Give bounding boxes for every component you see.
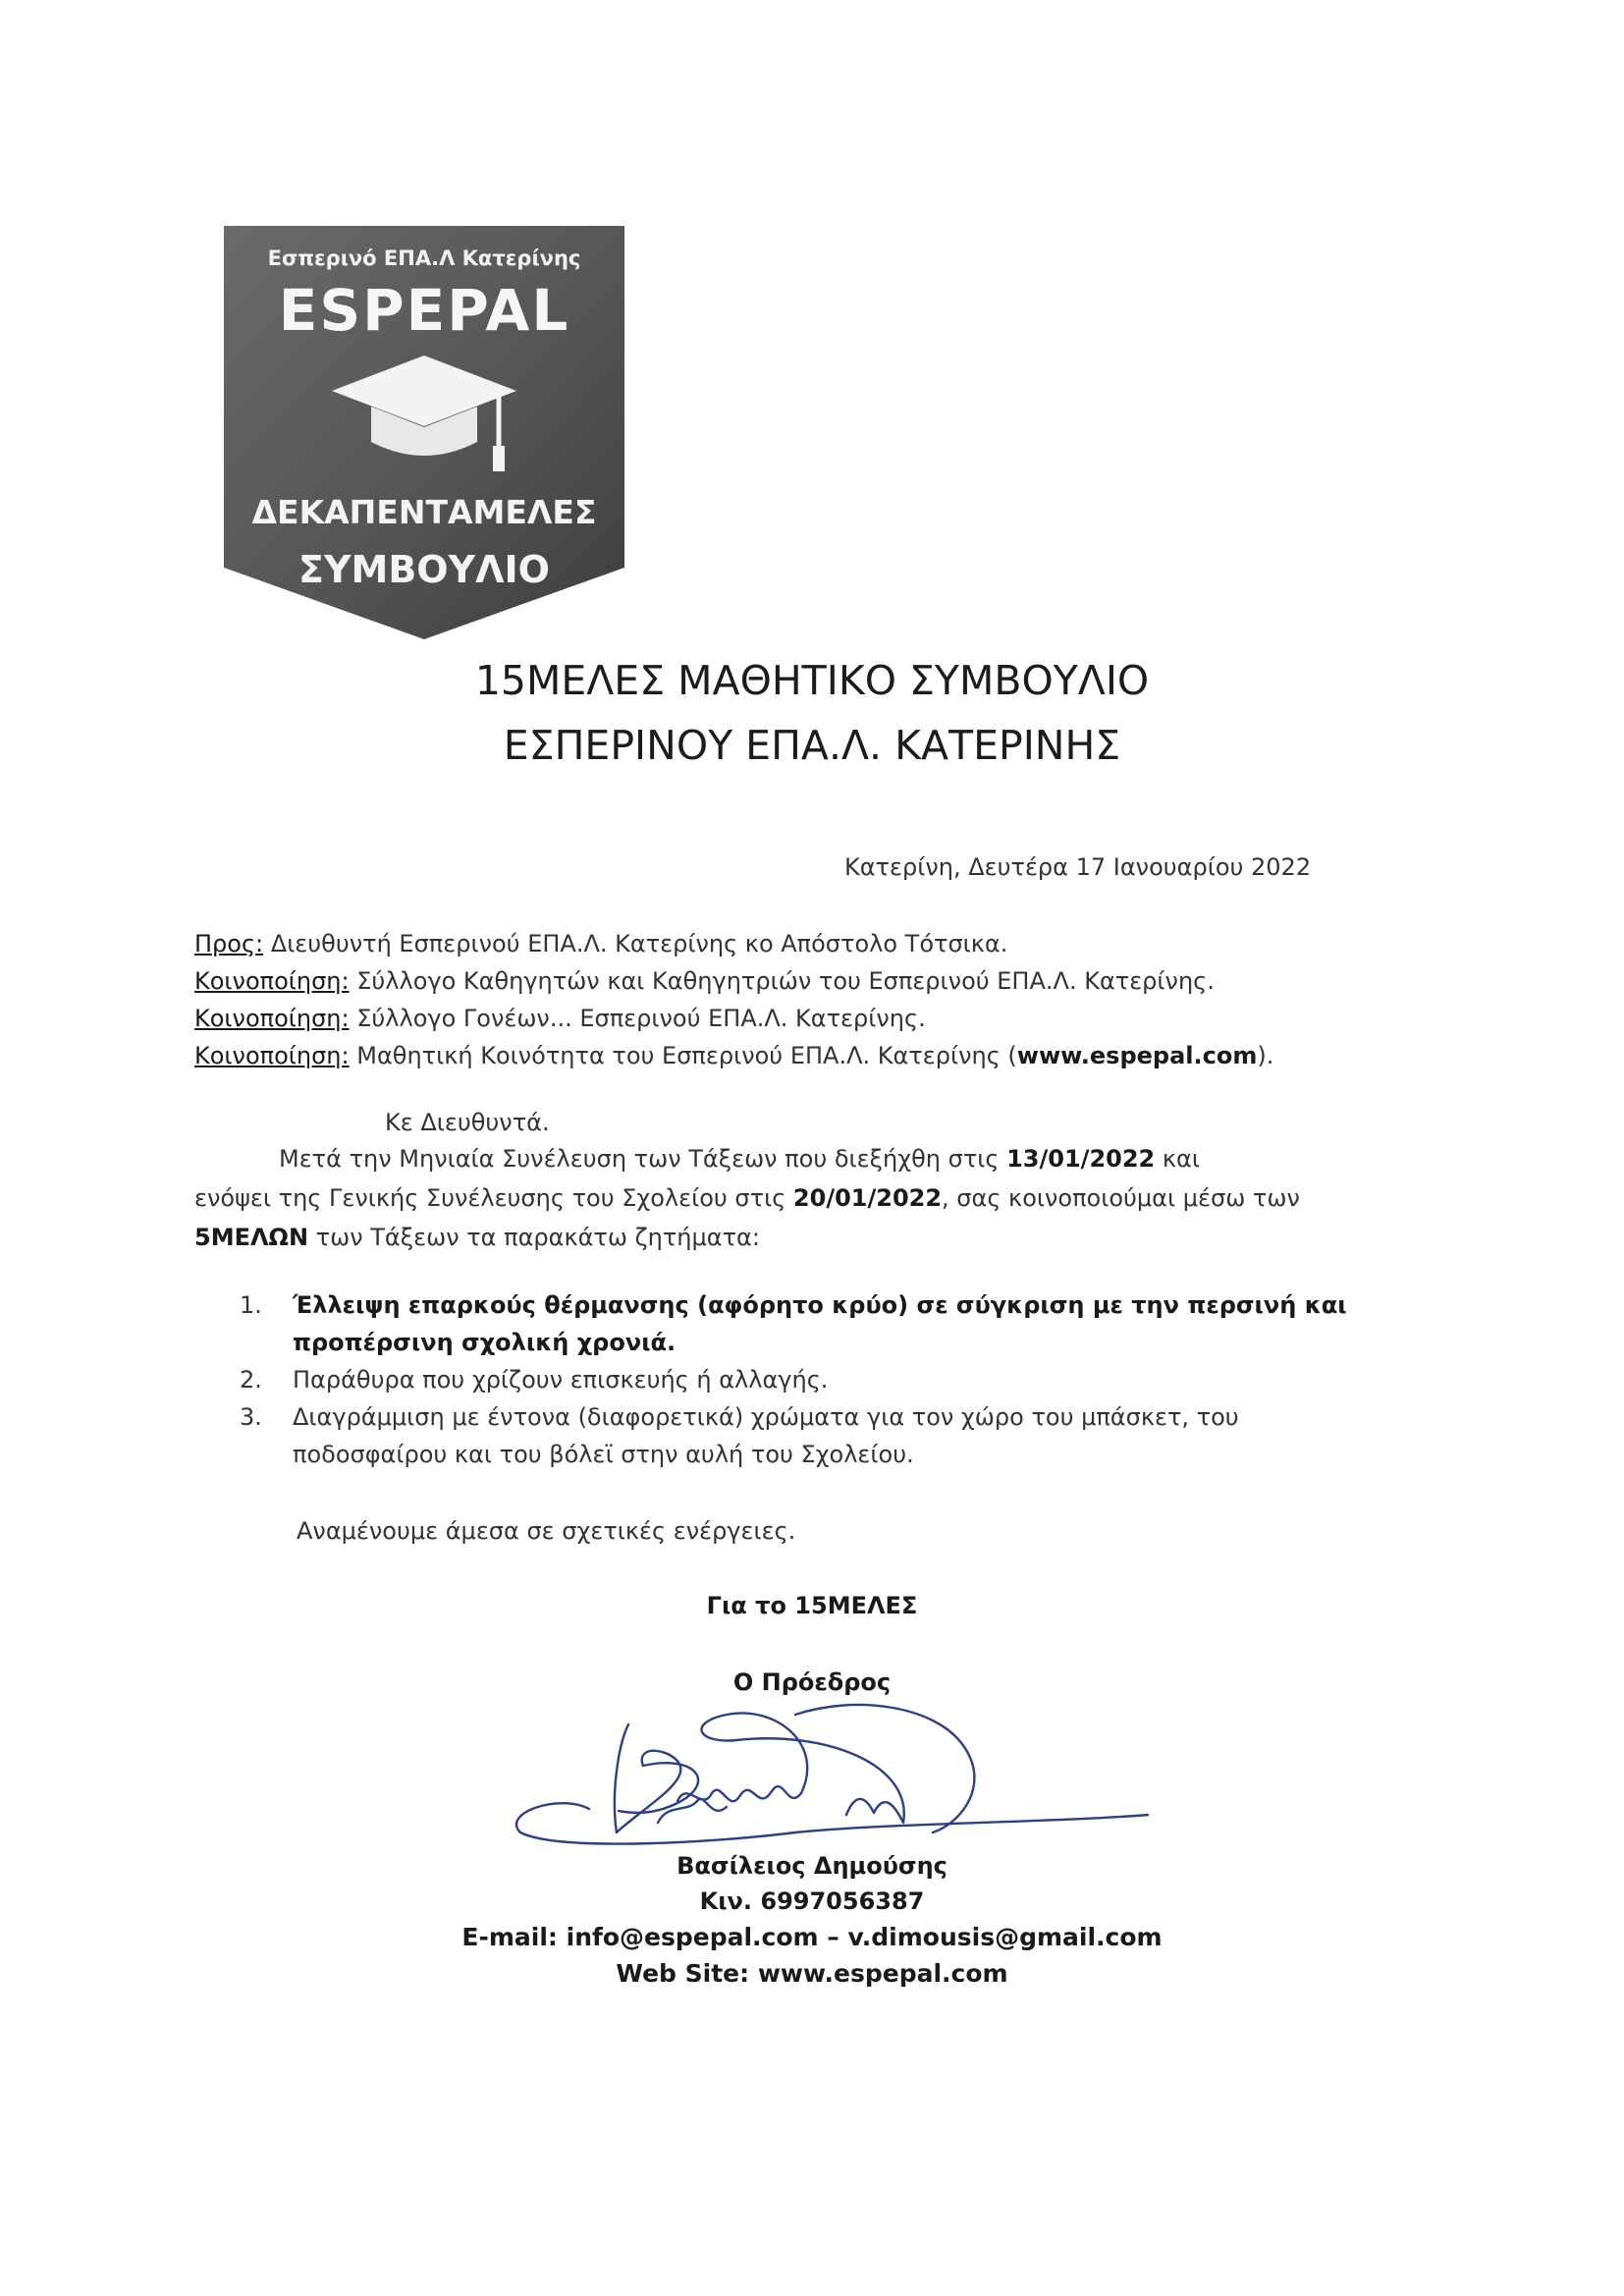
letter-date: Κατερίνη, Δευτέρα 17 Ιανουαρίου 2022 (844, 853, 1312, 881)
logo-brand-text: ESPEPAL (278, 277, 570, 344)
letter-title (0, 648, 1624, 778)
signer-phone: Κιν. 6997056387 (699, 1887, 925, 1915)
signer-email[interactable]: E-mail: info@espepal.com – v.dimousis@gmail.com (461, 1923, 1163, 1951)
body-text: ενόψει της Γενικής Συνέλευσης του Σχολείου στις (194, 1184, 793, 1212)
list-item-line: ποδοσφαίρου και του βόλεϊ στην αυλή του Σχολείου. (293, 1441, 914, 1468)
list-item (240, 1398, 1418, 1473)
sign-role: Ο Πρόεδρος (732, 1668, 892, 1696)
list-item-number: 2. (240, 1366, 262, 1394)
title-line-2: ΕΣΠΕΡΙΝΟΥ ΕΠΑ.Λ. ΚΑΤΕΡΙΝΗΣ (503, 722, 1121, 769)
list-item (240, 1361, 1418, 1398)
body-text: , σας κοινοποιούμαι μέσω των (942, 1184, 1300, 1212)
list-item-line: Έλλειψη επαρκούς θέρμανσης (αφόρητο κρύο) σε σύγκριση με την περσινή και (293, 1291, 1347, 1319)
handwritten-signature (501, 1685, 1149, 1862)
list-item-line: Παράθυρα που χρίζουν επισκευής ή αλλαγής. (293, 1366, 829, 1394)
list-item-text (293, 1398, 1418, 1473)
recipient-line (194, 962, 1471, 1000)
espepal-logo (222, 224, 626, 641)
assembly-date: 20/01/2022 (792, 1184, 943, 1212)
recipient-line (194, 1000, 1471, 1037)
website-link[interactable]: www.espepal.com (1016, 1042, 1258, 1069)
recipients-block (194, 925, 1471, 1074)
recipient-text: Σύλλογο Γονέων... Εσπερινού ΕΠΑ.Λ. Κατερίνης. (349, 1005, 926, 1032)
recipient-line (194, 925, 1471, 962)
meeting-date: 13/01/2022 (1006, 1145, 1156, 1173)
body-text: και (1155, 1145, 1200, 1173)
signer-website[interactable]: Web Site: www.espepal.com (616, 1959, 1008, 1988)
logo-line2-text: ΣΥΜΒΟΥΛΙΟ (298, 548, 550, 591)
closing-sentence: Αναμένουμε άμεσα σε σχετικές ενέργειες. (297, 1517, 796, 1545)
recipient-text: Σύλλογο Καθηγητών και Καθηγητριών του Εσπερινού ΕΠΑ.Λ. Κατερίνης. (349, 967, 1215, 995)
body-line (194, 1139, 1353, 1178)
list-item-text (293, 1361, 1418, 1398)
logo-top-text: Εσπερινό ΕΠΑ.Λ Κατερίνης (267, 246, 581, 270)
recipient-text: Διευθυντή Εσπερινού ΕΠΑ.Λ. Κατερίνης κο Απόστολο Τότσικα. (263, 930, 1008, 957)
issues-list (240, 1286, 1418, 1473)
list-item-number: 3. (240, 1403, 262, 1431)
list-item-line: Διαγράμμιση με έντονα (διαφορετικά) χρώματα για τον χώρο του μπάσκετ, του (293, 1403, 1239, 1431)
signer-name: Βασίλειος Δημούσης (677, 1852, 947, 1880)
body-bold-text: 5ΜΕΛΩΝ (194, 1224, 309, 1251)
recipient-text-end: ). (1257, 1042, 1274, 1069)
recipient-label: Προς: (194, 930, 264, 957)
list-item-line: προπέρσινη σχολική χρονιά. (293, 1329, 677, 1356)
logo-line1-text: ΔΕΚΑΠΕΝΤΑΜΕΛΕΣ (251, 493, 597, 531)
salutation: Κε Διευθυντά. (385, 1109, 550, 1136)
sign-info (0, 1848, 1624, 1992)
recipient-label: Κοινοποίηση: (194, 1042, 350, 1069)
title-line-1: 15ΜΕΛΕΣ ΜΑΘΗΤΙΚΟ ΣΥΜΒΟΥΛΙΟ (474, 657, 1150, 704)
list-item-text (293, 1286, 1418, 1361)
recipient-label: Κοινοποίηση: (194, 967, 350, 995)
recipient-label: Κοινοποίηση: (194, 1005, 350, 1032)
body-text: των Τάξεων τα παρακάτω ζητήματα: (308, 1224, 760, 1251)
list-item-number: 1. (240, 1291, 262, 1319)
body-text: Μετά την Μηνιαία Συνέλευση των Τάξεων που διεξήχθη στις (279, 1145, 1007, 1173)
body-paragraph (194, 1139, 1353, 1257)
body-line (194, 1178, 1353, 1218)
recipient-line (194, 1037, 1471, 1074)
recipient-text: Μαθητική Κοινότητα του Εσπερινού ΕΠΑ.Λ. Κατερίνης ( (349, 1042, 1017, 1069)
list-item (240, 1286, 1418, 1361)
body-line (194, 1218, 1353, 1257)
sign-for: Για το 15ΜΕΛΕΣ (706, 1592, 918, 1619)
